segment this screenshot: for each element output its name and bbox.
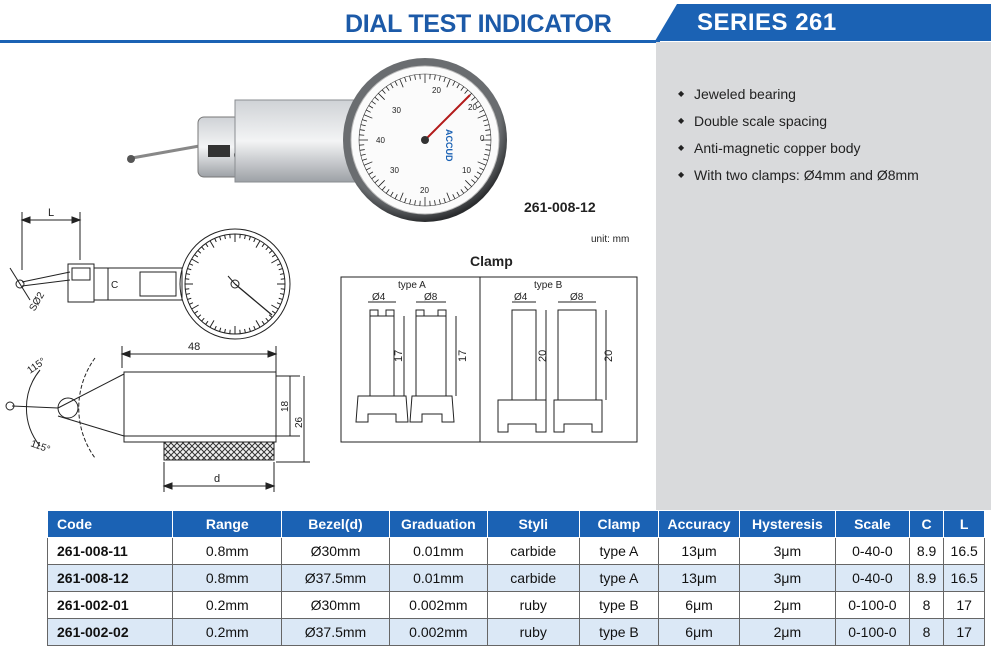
- col-header: Code: [48, 511, 173, 538]
- diamond-bullet-icon: ◆: [678, 170, 685, 179]
- page-title: DIAL TEST INDICATOR: [345, 10, 612, 38]
- dial-tick: [254, 326, 256, 330]
- feature-item: ◆ Double scale spacing: [678, 112, 828, 129]
- dim-height-18: 18: [280, 400, 291, 412]
- dial-tick: [271, 259, 278, 263]
- table-cell: 8.9: [909, 565, 944, 592]
- table-cell: 0.01mm: [389, 538, 487, 565]
- dial-tick: [245, 329, 246, 333]
- col-header: Clamp: [579, 511, 659, 538]
- table-cell: 0-40-0: [835, 565, 909, 592]
- typeA-label: type A: [398, 280, 426, 291]
- dial-number: 20: [420, 186, 429, 195]
- table-cell: 2μm: [739, 619, 835, 646]
- dial-tick: [187, 269, 191, 270]
- table-cell: 8.9: [909, 538, 944, 565]
- dial-number: 30: [390, 166, 399, 175]
- dial-tick: [272, 311, 275, 313]
- clamp-title: Clamp: [470, 253, 513, 269]
- dial-tick: [195, 255, 198, 257]
- table-cell: 2μm: [739, 592, 835, 619]
- dial-tick: [202, 318, 205, 321]
- typeB-label: type B: [534, 280, 563, 291]
- table-row: [48, 565, 985, 592]
- table-cell: Ø30mm: [282, 592, 390, 619]
- typeB-d2: Ø8: [570, 292, 584, 303]
- model-label: 261-008-12: [524, 199, 596, 215]
- technical-drawing: [0, 200, 340, 500]
- col-header: Bezel(d): [282, 511, 390, 538]
- col-header: Scale: [835, 511, 909, 538]
- table-row: [48, 592, 985, 619]
- dim-length: 48: [188, 341, 201, 353]
- table-cell: 0.8mm: [173, 565, 282, 592]
- dial-tick: [272, 255, 275, 257]
- table-cell: type B: [579, 592, 659, 619]
- dial-number: 20: [468, 103, 477, 112]
- table-cell: carbide: [487, 538, 579, 565]
- table-cell: 0.002mm: [389, 619, 487, 646]
- product-code-cell: 261-002-01: [48, 592, 173, 619]
- table-cell: 0-100-0: [835, 592, 909, 619]
- table-header-row: [48, 511, 985, 538]
- table-cell: 0.8mm: [173, 538, 282, 565]
- dial-tick: [215, 326, 217, 330]
- typeB-d1: Ø4: [514, 292, 528, 303]
- dial-tick: [249, 236, 250, 240]
- dial-tick: [225, 329, 226, 333]
- table-cell: 0.2mm: [173, 592, 282, 619]
- series-label: SERIES 261: [697, 9, 837, 36]
- dial-tick: [210, 241, 214, 248]
- typeB-h2: 20: [603, 349, 615, 362]
- table-cell: Ø37.5mm: [282, 565, 390, 592]
- table-cell: 8: [909, 592, 944, 619]
- angle-bottom-label: 115°: [28, 438, 52, 456]
- dial-tick: [245, 235, 246, 239]
- col-header: Range: [173, 511, 282, 538]
- typeA-h1: 17: [393, 349, 405, 362]
- unit-label: unit: mm: [591, 234, 630, 245]
- dial-tick: [271, 305, 278, 309]
- dial-tick: [220, 328, 221, 332]
- col-header: Hysteresis: [739, 511, 835, 538]
- dial-tick: [277, 303, 281, 305]
- diamond-bullet-icon: ◆: [678, 143, 685, 152]
- table-cell: ruby: [487, 592, 579, 619]
- dim-height-26: 26: [294, 416, 305, 428]
- typeB-h1: 20: [537, 349, 549, 362]
- feature-item: ◆ With two clamps: Ø4mm and Ø8mm: [678, 166, 919, 183]
- dial-tick: [280, 274, 284, 275]
- table-cell: 0-100-0: [835, 619, 909, 646]
- product-code-cell: 261-008-11: [48, 538, 173, 565]
- dial-tick: [206, 244, 208, 247]
- dial-number: 30: [392, 106, 401, 115]
- dim-sphere: SØ2: [27, 290, 48, 314]
- typeA-d2: Ø8: [424, 292, 438, 303]
- col-header: C: [909, 511, 944, 538]
- dial-number: 20: [432, 86, 441, 95]
- dial-tick: [262, 244, 264, 247]
- dial-tick: [186, 294, 190, 295]
- col-header: Accuracy: [659, 511, 739, 538]
- table-cell: 16.5: [944, 565, 985, 592]
- spec-table: [47, 510, 985, 646]
- dim-d: d: [214, 473, 221, 485]
- table-row: [48, 538, 985, 565]
- dial-tick: [210, 320, 214, 327]
- dial-tick: [277, 264, 281, 266]
- dial-tick: [279, 269, 283, 270]
- clamp-diagram: [340, 276, 640, 444]
- table-cell: ruby: [487, 619, 579, 646]
- dial-tick: [280, 294, 284, 295]
- table-cell: 17: [944, 619, 985, 646]
- dial-number: 0: [480, 134, 485, 143]
- table-cell: 8: [909, 619, 944, 646]
- table-cell: 17: [944, 592, 985, 619]
- dial-tick: [225, 235, 226, 239]
- product-code-cell: 261-008-12: [48, 565, 173, 592]
- dim-L: L: [48, 207, 55, 219]
- dial-number: 40: [376, 136, 385, 145]
- dim-C: C: [111, 280, 119, 291]
- col-header: Graduation: [389, 511, 487, 538]
- diamond-bullet-icon: ◆: [678, 89, 685, 98]
- dial-tick: [192, 305, 199, 309]
- features-list: [678, 80, 919, 188]
- table-cell: Ø30mm: [282, 538, 390, 565]
- table-cell: 0.002mm: [389, 592, 487, 619]
- table-cell: 6μm: [659, 619, 739, 646]
- dial-tick: [198, 315, 201, 318]
- dial-tick: [262, 321, 264, 324]
- table-cell: 3μm: [739, 565, 835, 592]
- feature-item: ◆ Anti-magnetic copper body: [678, 139, 861, 156]
- brand-logo: ACCUD: [444, 129, 454, 162]
- dial-tick: [186, 274, 190, 275]
- table-cell: type A: [579, 565, 659, 592]
- typeA-d1: Ø4: [372, 292, 386, 303]
- typeA-h2: 17: [457, 349, 469, 362]
- table-cell: Ø37.5mm: [282, 619, 390, 646]
- dial-tick: [256, 320, 260, 327]
- table-cell: 16.5: [944, 538, 985, 565]
- angle-top-label: 115°: [25, 356, 49, 377]
- dial-number: 10: [462, 166, 471, 175]
- dial-tick: [202, 247, 205, 250]
- feature-item: ◆ Jeweled bearing: [678, 85, 796, 102]
- table-cell: 0.2mm: [173, 619, 282, 646]
- dial-tick: [215, 238, 217, 242]
- dial-tick: [189, 303, 193, 305]
- col-header: L: [944, 511, 985, 538]
- dial-tick: [266, 318, 269, 321]
- dial-tick: [198, 251, 201, 254]
- table-cell: 0-40-0: [835, 538, 909, 565]
- table-cell: 3μm: [739, 538, 835, 565]
- dial-tick: [187, 298, 191, 299]
- dial-tick: [254, 238, 256, 242]
- table-cell: 0.01mm: [389, 565, 487, 592]
- table-cell: 13μm: [659, 565, 739, 592]
- dial-tick: [256, 241, 260, 248]
- table-cell: 13μm: [659, 538, 739, 565]
- product-code-cell: 261-002-02: [48, 619, 173, 646]
- col-header: Styli: [487, 511, 579, 538]
- table-cell: 6μm: [659, 592, 739, 619]
- table-cell: carbide: [487, 565, 579, 592]
- table-cell: type B: [579, 619, 659, 646]
- dial-tick: [279, 298, 283, 299]
- table-row: [48, 619, 985, 646]
- dial-tick: [189, 264, 193, 266]
- dial-tick: [266, 247, 269, 250]
- dial-tick: [192, 259, 199, 263]
- dial-tick: [195, 311, 198, 313]
- dial-tick: [269, 251, 272, 254]
- dial-tick: [220, 236, 221, 240]
- dial-tick: [249, 328, 250, 332]
- table-cell: type A: [579, 538, 659, 565]
- dial-tick: [206, 321, 208, 324]
- diamond-bullet-icon: ◆: [678, 116, 685, 125]
